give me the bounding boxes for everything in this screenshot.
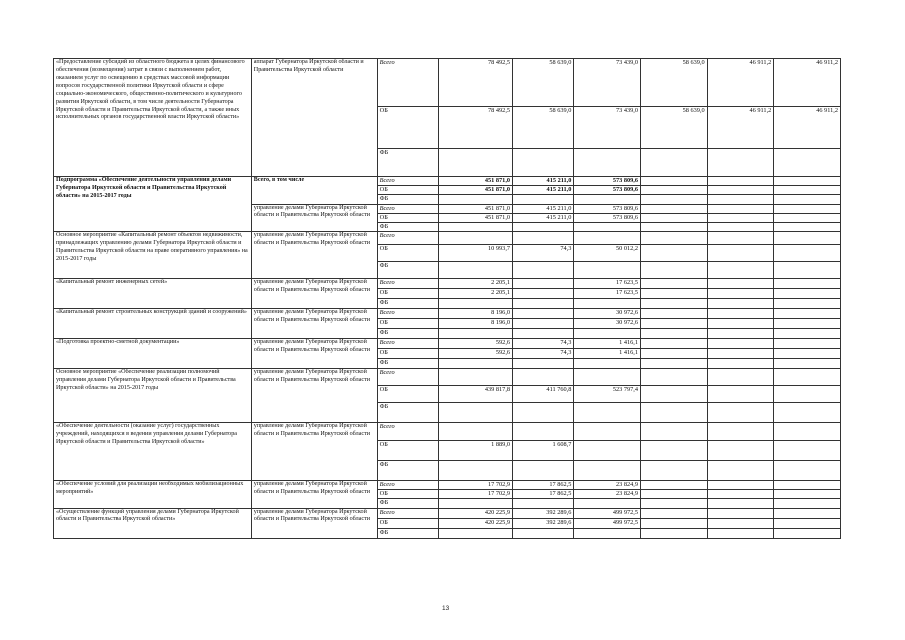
amount-cell: 420 225,9: [439, 508, 513, 518]
executor-cell: управление делами Губернатора Иркутской области и Правительства Иркутской области: [251, 232, 377, 279]
amount-cell: [641, 245, 708, 262]
amount-cell: 73 439,0: [574, 59, 641, 107]
amount-cell: [574, 403, 641, 423]
funding-source-cell: ФБ: [377, 149, 438, 177]
amount-cell: [707, 461, 774, 481]
amount-cell: 23 824,9: [574, 490, 641, 499]
amount-cell: [439, 222, 513, 231]
amount-cell: [707, 386, 774, 403]
amount-cell: [641, 309, 708, 319]
amount-cell: [513, 461, 574, 481]
amount-cell: [439, 262, 513, 279]
measure-name-cell: «Капитальный ремонт инженерных сетей»: [54, 279, 252, 309]
amount-cell: [574, 441, 641, 461]
amount-cell: [707, 279, 774, 289]
amount-cell: [641, 195, 708, 204]
amount-cell: 2 205,1: [439, 279, 513, 289]
amount-cell: [641, 441, 708, 461]
amount-cell: [707, 339, 774, 349]
amount-cell: [707, 369, 774, 386]
table-row: [54, 369, 841, 386]
amount-cell: 46 911,2: [774, 107, 841, 149]
amount-cell: [774, 441, 841, 461]
amount-cell: [641, 359, 708, 369]
funding-source-cell: ОБ: [377, 213, 438, 222]
funding-source-cell: ОБ: [377, 289, 438, 299]
amount-cell: [774, 369, 841, 386]
amount-cell: 74,3: [513, 349, 574, 359]
measure-name-cell: «Предоставление субсидий из областного бюджета в целях финансового обеспечения (возмещения) затрат в связи с выполнением работ, оказанием услуг по освещению в средствах массовой информации вопросов государственной политики Иркутской области и сфере социально-экономического, общественно-политического и культурного развития Иркутской области, в том числе деятельности Губернатора Иркутской области и Правительства Иркутской области, а также иных исполнительных органов государственной власти Иркутской области»: [54, 59, 252, 177]
amount-cell: [574, 195, 641, 204]
amount-cell: [641, 339, 708, 349]
amount-cell: [774, 339, 841, 349]
amount-cell: 573 809,6: [574, 186, 641, 195]
amount-cell: [774, 232, 841, 245]
measure-name-cell: Основное мероприятие «Обеспечение реализации полномочий управления делами Губернатора Иркутской области и Правительства Иркутской области» на 2015-2017 годы: [54, 369, 252, 423]
amount-cell: 17 702,9: [439, 481, 513, 490]
funding-source-cell: Всего: [377, 59, 438, 107]
amount-cell: [707, 423, 774, 441]
funding-source-cell: Всего: [377, 177, 438, 186]
amount-cell: [707, 213, 774, 222]
amount-cell: [513, 329, 574, 339]
funding-source-cell: Всего: [377, 423, 438, 441]
amount-cell: [707, 245, 774, 262]
amount-cell: [774, 195, 841, 204]
amount-cell: 451 871,0: [439, 204, 513, 213]
amount-cell: 58 639,0: [641, 59, 708, 107]
funding-source-cell: ОБ: [377, 245, 438, 262]
amount-cell: [641, 262, 708, 279]
amount-cell: 573 809,6: [574, 177, 641, 186]
measure-name-cell: «Подготовка проектно-сметной документации»: [54, 339, 252, 369]
amount-cell: [439, 299, 513, 309]
amount-cell: [641, 369, 708, 386]
amount-cell: 73 439,0: [574, 107, 641, 149]
funding-source-cell: ФБ: [377, 195, 438, 204]
amount-cell: [641, 499, 708, 508]
amount-cell: [641, 279, 708, 289]
amount-cell: [641, 490, 708, 499]
amount-cell: [641, 186, 708, 195]
funding-source-cell: ФБ: [377, 499, 438, 508]
funding-source-cell: ОБ: [377, 518, 438, 528]
funding-source-cell: Всего: [377, 309, 438, 319]
amount-cell: [707, 359, 774, 369]
amount-cell: [574, 222, 641, 231]
amount-cell: 451 871,0: [439, 177, 513, 186]
amount-cell: [439, 499, 513, 508]
amount-cell: [513, 195, 574, 204]
amount-cell: [774, 177, 841, 186]
amount-cell: [574, 369, 641, 386]
amount-cell: 8 196,0: [439, 319, 513, 329]
amount-cell: [641, 518, 708, 528]
amount-cell: 78 492,5: [439, 107, 513, 149]
executor-cell: управление делами Губернатора Иркутской области и Правительства Иркутской области: [251, 481, 377, 509]
amount-cell: [439, 423, 513, 441]
amount-cell: 50 012,2: [574, 245, 641, 262]
amount-cell: [707, 289, 774, 299]
table-row: [54, 232, 841, 245]
amount-cell: [774, 289, 841, 299]
amount-cell: [513, 279, 574, 289]
amount-cell: 17 623,5: [574, 289, 641, 299]
amount-cell: [641, 222, 708, 231]
amount-cell: 23 824,9: [574, 481, 641, 490]
table-row: [54, 309, 841, 319]
amount-cell: [641, 213, 708, 222]
amount-cell: 420 225,9: [439, 518, 513, 528]
funding-source-cell: ФБ: [377, 329, 438, 339]
amount-cell: 30 972,6: [574, 309, 641, 319]
amount-cell: [641, 481, 708, 490]
amount-cell: [774, 213, 841, 222]
amount-cell: 78 492,5: [439, 59, 513, 107]
amount-cell: 415 211,0: [513, 177, 574, 186]
amount-cell: 1 416,1: [574, 349, 641, 359]
amount-cell: [774, 461, 841, 481]
amount-cell: [774, 518, 841, 528]
amount-cell: [574, 423, 641, 441]
amount-cell: 523 797,4: [574, 386, 641, 403]
amount-cell: 58 639,0: [513, 107, 574, 149]
amount-cell: 17 862,5: [513, 481, 574, 490]
measure-name-cell: Основное мероприятие «Капитальный ремонт объектов недвижимости, принадлежащих управлению делами Губернатора Иркутской области и Правительства Иркутской области на праве оперативного управления» на 2015-2017 годы: [54, 232, 252, 279]
amount-cell: [707, 403, 774, 423]
amount-cell: 1 889,0: [439, 441, 513, 461]
budget-table-body: [54, 59, 841, 539]
amount-cell: [439, 195, 513, 204]
amount-cell: [707, 299, 774, 309]
amount-cell: [774, 508, 841, 518]
funding-source-cell: ОБ: [377, 441, 438, 461]
amount-cell: 74,3: [513, 339, 574, 349]
amount-cell: 17 623,5: [574, 279, 641, 289]
amount-cell: [707, 186, 774, 195]
amount-cell: [439, 359, 513, 369]
amount-cell: [574, 499, 641, 508]
executor-cell: управление делами Губернатора Иркутской области и Правительства Иркутской области: [251, 508, 377, 538]
amount-cell: [641, 232, 708, 245]
amount-cell: 1 416,1: [574, 339, 641, 349]
amount-cell: 592,6: [439, 339, 513, 349]
executor-cell: управление делами Губернатора Иркутской области и Правительства Иркутской области: [251, 279, 377, 309]
amount-cell: [439, 403, 513, 423]
amount-cell: 74,3: [513, 245, 574, 262]
amount-cell: [574, 149, 641, 177]
amount-cell: 17 862,5: [513, 490, 574, 499]
amount-cell: [513, 232, 574, 245]
amount-cell: 10 993,7: [439, 245, 513, 262]
amount-cell: [641, 149, 708, 177]
amount-cell: [707, 481, 774, 490]
executor-cell: Всего, в том числе: [251, 177, 377, 205]
amount-cell: [641, 403, 708, 423]
amount-cell: 451 871,0: [439, 186, 513, 195]
amount-cell: [774, 299, 841, 309]
amount-cell: [707, 319, 774, 329]
amount-cell: [707, 499, 774, 508]
amount-cell: 46 911,2: [774, 59, 841, 107]
amount-cell: 8 196,0: [439, 309, 513, 319]
amount-cell: [574, 232, 641, 245]
amount-cell: [574, 359, 641, 369]
table-row: [54, 423, 841, 441]
amount-cell: [774, 319, 841, 329]
funding-source-cell: ОБ: [377, 349, 438, 359]
measure-name-cell: Подпрограмма «Обеспечение деятельности управления делами Губернатора Иркутской области и Правительства Иркутской области» на 2015-2017 годы: [54, 177, 252, 232]
amount-cell: [707, 177, 774, 186]
executor-cell: управление делами Губернатора Иркутской области и Правительства Иркутской области: [251, 369, 377, 423]
amount-cell: [513, 319, 574, 329]
amount-cell: 415 211,0: [513, 204, 574, 213]
funding-source-cell: ФБ: [377, 299, 438, 309]
amount-cell: [774, 528, 841, 538]
amount-cell: [774, 481, 841, 490]
amount-cell: [439, 528, 513, 538]
amount-cell: [439, 149, 513, 177]
amount-cell: [513, 309, 574, 319]
amount-cell: [641, 349, 708, 359]
funding-source-cell: Всего: [377, 508, 438, 518]
amount-cell: 30 972,6: [574, 319, 641, 329]
table-row: [54, 481, 841, 490]
funding-source-cell: ФБ: [377, 222, 438, 231]
amount-cell: [774, 222, 841, 231]
amount-cell: [513, 423, 574, 441]
amount-cell: [641, 508, 708, 518]
amount-cell: 46 911,2: [707, 59, 774, 107]
amount-cell: 415 211,0: [513, 213, 574, 222]
funding-source-cell: ОБ: [377, 490, 438, 499]
amount-cell: [574, 299, 641, 309]
amount-cell: [641, 204, 708, 213]
amount-cell: [513, 528, 574, 538]
executor-cell: управление делами Губернатора Иркутской области и Правительства Иркутской области: [251, 309, 377, 339]
amount-cell: 2 205,1: [439, 289, 513, 299]
funding-source-cell: Всего: [377, 339, 438, 349]
funding-source-cell: Всего: [377, 232, 438, 245]
amount-cell: [641, 177, 708, 186]
amount-cell: [774, 245, 841, 262]
amount-cell: [774, 386, 841, 403]
executor-cell: управление делами Губернатора Иркутской области и Правительства Иркутской области: [251, 204, 377, 232]
table-row: [54, 59, 841, 107]
amount-cell: [439, 329, 513, 339]
amount-cell: [707, 309, 774, 319]
amount-cell: [574, 262, 641, 279]
measure-name-cell: «Капитальный ремонт строительных конструкций зданий и сооружений»: [54, 309, 252, 339]
amount-cell: [774, 423, 841, 441]
funding-source-cell: ФБ: [377, 528, 438, 538]
amount-cell: [513, 369, 574, 386]
amount-cell: 451 871,0: [439, 213, 513, 222]
amount-cell: [574, 528, 641, 538]
table-row: [54, 279, 841, 289]
amount-cell: 573 809,6: [574, 204, 641, 213]
amount-cell: [641, 289, 708, 299]
amount-cell: [513, 403, 574, 423]
amount-cell: [774, 149, 841, 177]
amount-cell: [513, 262, 574, 279]
amount-cell: [707, 508, 774, 518]
table-row: [54, 177, 841, 186]
amount-cell: [641, 329, 708, 339]
amount-cell: [707, 349, 774, 359]
amount-cell: [513, 149, 574, 177]
amount-cell: 439 817,8: [439, 386, 513, 403]
amount-cell: [707, 329, 774, 339]
measure-name-cell: «Осуществление функций управления делами Губернатора Иркутской области и Правительства Иркутской области»: [54, 508, 252, 538]
funding-source-cell: ОБ: [377, 107, 438, 149]
executor-cell: управление делами Губернатора Иркутской области и Правительства Иркутской области: [251, 339, 377, 369]
funding-source-cell: ОБ: [377, 186, 438, 195]
amount-cell: 415 211,0: [513, 186, 574, 195]
funding-source-cell: ФБ: [377, 461, 438, 481]
funding-source-cell: ОБ: [377, 386, 438, 403]
amount-cell: 499 972,5: [574, 518, 641, 528]
funding-source-cell: Всего: [377, 279, 438, 289]
amount-cell: [774, 403, 841, 423]
funding-source-cell: ФБ: [377, 403, 438, 423]
page-number: 13: [442, 605, 450, 612]
amount-cell: [513, 299, 574, 309]
amount-cell: [707, 222, 774, 231]
amount-cell: [707, 528, 774, 538]
amount-cell: [513, 359, 574, 369]
amount-cell: 411 760,8: [513, 386, 574, 403]
amount-cell: [439, 369, 513, 386]
funding-source-cell: Всего: [377, 204, 438, 213]
amount-cell: [707, 518, 774, 528]
funding-source-cell: Всего: [377, 481, 438, 490]
measure-name-cell: «Обеспечение деятельности (оказание услуг) государственных учреждений, находящихся в ведении управления делами Губернатора Иркутской области и Правительства Иркутской области»: [54, 423, 252, 481]
amount-cell: 17 702,9: [439, 490, 513, 499]
funding-source-cell: ФБ: [377, 262, 438, 279]
amount-cell: 1 608,7: [513, 441, 574, 461]
measure-name-cell: «Обеспечение условий для реализации необходимых мобилизационных мероприятий»: [54, 481, 252, 509]
amount-cell: [574, 461, 641, 481]
amount-cell: 592,6: [439, 349, 513, 359]
amount-cell: [774, 349, 841, 359]
amount-cell: [641, 423, 708, 441]
funding-source-cell: ФБ: [377, 359, 438, 369]
amount-cell: [774, 309, 841, 319]
amount-cell: [641, 299, 708, 309]
amount-cell: [513, 222, 574, 231]
amount-cell: 392 289,6: [513, 518, 574, 528]
amount-cell: 58 639,0: [513, 59, 574, 107]
amount-cell: [439, 461, 513, 481]
amount-cell: [774, 204, 841, 213]
amount-cell: [774, 279, 841, 289]
amount-cell: [707, 232, 774, 245]
amount-cell: 499 972,5: [574, 508, 641, 518]
amount-cell: 573 809,6: [574, 213, 641, 222]
amount-cell: [774, 499, 841, 508]
amount-cell: [707, 262, 774, 279]
amount-cell: [513, 499, 574, 508]
amount-cell: [707, 441, 774, 461]
amount-cell: [774, 490, 841, 499]
amount-cell: [574, 329, 641, 339]
amount-cell: [641, 528, 708, 538]
amount-cell: 392 289,6: [513, 508, 574, 518]
amount-cell: [641, 319, 708, 329]
amount-cell: [707, 195, 774, 204]
amount-cell: [513, 289, 574, 299]
budget-table: [53, 58, 841, 539]
amount-cell: [774, 186, 841, 195]
amount-cell: 58 639,0: [641, 107, 708, 149]
amount-cell: [707, 204, 774, 213]
amount-cell: [439, 232, 513, 245]
funding-source-cell: Всего: [377, 369, 438, 386]
amount-cell: [707, 149, 774, 177]
amount-cell: [707, 490, 774, 499]
funding-source-cell: ОБ: [377, 319, 438, 329]
amount-cell: [774, 359, 841, 369]
executor-cell: управление делами Губернатора Иркутской области и Правительства Иркутской области: [251, 423, 377, 481]
amount-cell: 46 911,2: [707, 107, 774, 149]
executor-cell: аппарат Губернатора Иркутской области и Правительства Иркутской области: [251, 59, 377, 177]
table-row: [54, 508, 841, 518]
table-row: [54, 339, 841, 349]
amount-cell: [774, 262, 841, 279]
amount-cell: [641, 461, 708, 481]
amount-cell: [774, 329, 841, 339]
amount-cell: [641, 386, 708, 403]
